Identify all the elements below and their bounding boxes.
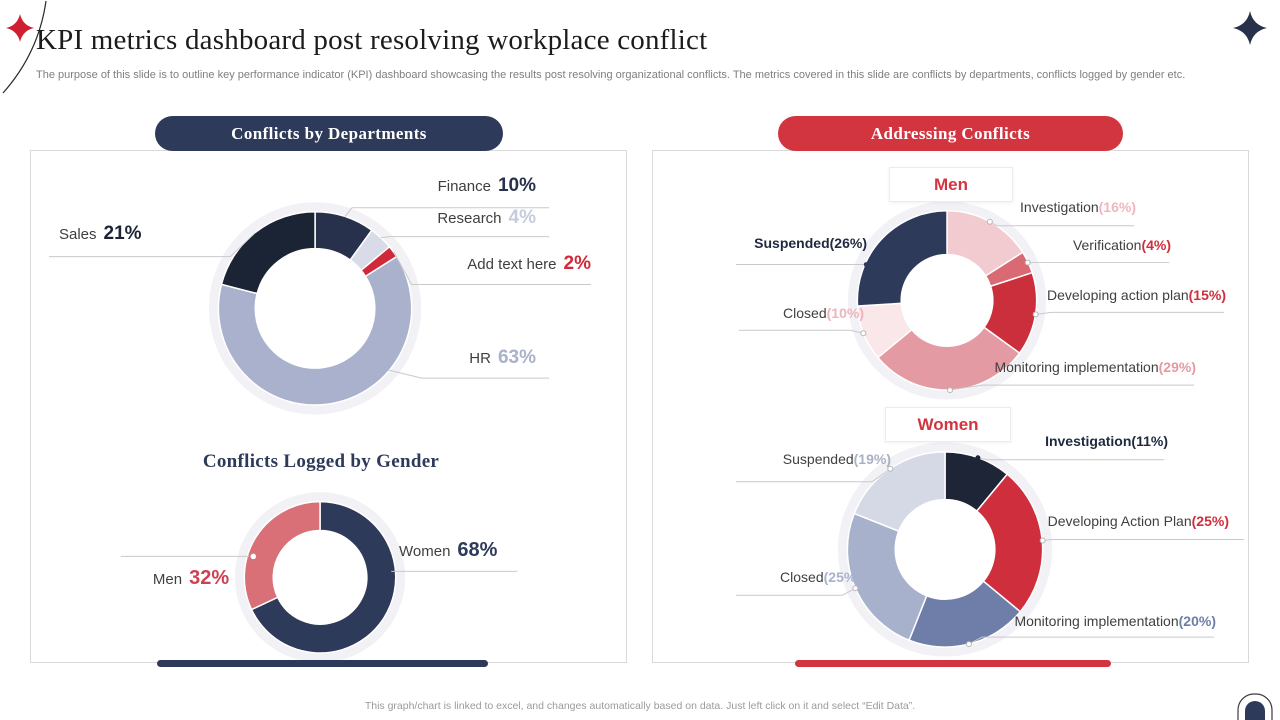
men-investigation-value: (16%): [1098, 199, 1136, 215]
add-text-here-label: Add text here: [467, 256, 557, 273]
addressing-conflicts-panel: [652, 150, 1249, 663]
add-text-here-value: 2%: [563, 253, 591, 274]
women-section-title: Women: [885, 407, 1011, 442]
men-verification-callout: [983, 237, 1171, 253]
women-closed-value: (25%): [823, 569, 861, 585]
women-investigation-label: Investigation: [1045, 433, 1132, 449]
women-investigation-value: (11%): [1131, 433, 1168, 449]
finance-label: Finance: [437, 178, 491, 195]
men-closed-label: Closed: [783, 305, 827, 321]
men-monitoring-implementation-label: Monitoring implementation: [994, 359, 1159, 375]
sales-label: Sales: [59, 226, 97, 243]
gender-chart-title: Conflicts Logged by Gender: [202, 451, 440, 472]
research-label: Research: [437, 210, 502, 227]
hr-label: HR: [469, 350, 491, 367]
slide-subtitle: The purpose of this slide is to outline key performance indicator (KPI) dashboard showcasing the results post resolving organizational conflicts. The metrics covered in this slide are conflicts by departments, conflicts logged by gender etc.: [36, 69, 1186, 81]
men-verification-value: (4%): [1141, 237, 1171, 253]
men-verification-label: Verification: [1072, 237, 1142, 253]
add-text-here-callout: [391, 253, 591, 275]
women-closed-callout: [736, 569, 861, 585]
women-closed-label: Closed: [780, 569, 824, 585]
women-suspended-value: (19%): [853, 451, 891, 467]
left-panel-accent-bar: [157, 660, 488, 667]
men-investigation-label: Investigation: [1020, 199, 1099, 215]
top-right-star-decoration: [1226, 4, 1274, 52]
departments-panel: [30, 150, 627, 663]
women-monitoring-implementation-callout: [961, 613, 1216, 629]
men-monitoring-implementation-callout: [936, 359, 1196, 375]
finance-callout: [351, 175, 536, 197]
footer-note: This graph/chart is linked to excel, and changes automatically based on data. Just left click on it and select “Edit Data”.: [364, 700, 916, 712]
women-monitoring-implementation-value: (20%): [1178, 613, 1216, 629]
header-conflicts-by-departments: Conflicts by Departments: [155, 116, 503, 151]
gender-donut-chart[interactable]: [239, 497, 400, 658]
red-star-icon: [6, 14, 34, 42]
women-label: Women: [399, 543, 451, 560]
women-callout: [399, 539, 497, 562]
hr-callout: [351, 347, 536, 369]
women-developing-action-plan-value: (25%): [1191, 513, 1229, 529]
women-monitoring-implementation-label: Monitoring implementation: [1014, 613, 1179, 629]
right-panel-accent-bar: [795, 660, 1111, 667]
header-addressing-conflicts: Addressing Conflicts: [778, 116, 1123, 151]
men-leader-dot: [250, 553, 257, 560]
women-leader-dot: [384, 568, 391, 575]
men-section-title: Men: [889, 167, 1013, 202]
sales-callout: [59, 223, 219, 245]
men-suspended-callout: [736, 235, 867, 251]
page-title: KPI metrics dashboard post resolving workplace conflict: [36, 24, 708, 56]
women-suspended-label: Suspended: [782, 451, 854, 467]
donut-slice-sales[interactable]: [221, 212, 315, 294]
women-developing-action-plan-label: Developing Action Plan: [1047, 513, 1192, 529]
men-value: 32%: [189, 567, 230, 589]
women-suspended-callout: [753, 451, 891, 467]
women-developing-action-plan-callout: [1023, 513, 1229, 529]
men-closed-callout: [739, 305, 864, 321]
men-label: Men: [152, 571, 183, 588]
finance-value: 10%: [497, 175, 536, 196]
research-value: 4%: [508, 207, 536, 228]
research-callout: [351, 207, 536, 229]
men-developing-action-plan-label: Developing action plan: [1046, 287, 1189, 303]
men-developing-action-plan-callout: [1026, 287, 1226, 303]
donut-slice-suspended[interactable]: [857, 211, 947, 306]
men-callout: [126, 567, 256, 590]
men-closed-value: (10%): [826, 305, 864, 321]
hr-value: 63%: [497, 347, 536, 368]
women-value: 68%: [457, 539, 498, 561]
sales-value: 21%: [103, 223, 142, 244]
men-suspended-value: (26%): [829, 235, 867, 251]
men-developing-action-plan-value: (15%): [1188, 287, 1226, 303]
navy-star-icon: [1233, 11, 1267, 45]
men-suspended-label: Suspended: [754, 235, 830, 251]
men-monitoring-implementation-value: (29%): [1158, 359, 1196, 375]
